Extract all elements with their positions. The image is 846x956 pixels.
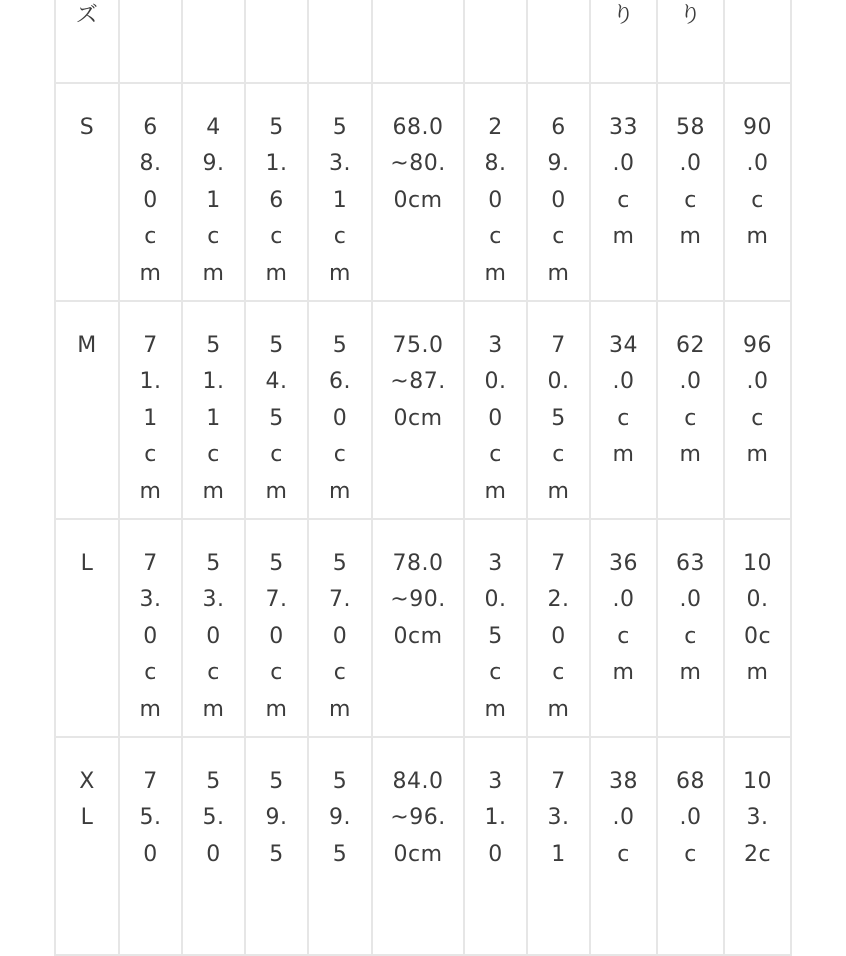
table-cell: 6 8. 0 c m: [119, 83, 182, 301]
table-cell: 10 3. 2c: [724, 737, 791, 955]
table-cell: 84.0 ~96. 0cm: [372, 737, 464, 955]
table-cell: 90 .0 c m: [724, 83, 791, 301]
size-label-cell: X L: [55, 737, 119, 955]
table-cell: 5 1. 6 c m: [245, 83, 308, 301]
table-cell: 5 7. 0 c m: [245, 519, 308, 737]
header-cell: [464, 0, 527, 83]
table-row: [55, 737, 791, 955]
table-cell: 33 .0 c m: [590, 83, 657, 301]
table-cell: 68 .0 c: [657, 737, 724, 955]
header-cell: [182, 0, 245, 83]
header-cell: [308, 0, 372, 83]
table-cell: 68.0 ~80. 0cm: [372, 83, 464, 301]
header-cell: [372, 0, 464, 83]
table-cell: 5 3. 0 c m: [182, 519, 245, 737]
table-cell: 96 .0 c m: [724, 301, 791, 519]
header-cell: ズ: [55, 0, 119, 83]
size-label-cell: S: [55, 83, 119, 301]
table-cell: 36 .0 c m: [590, 519, 657, 737]
table-cell: 5 9. 5: [245, 737, 308, 955]
table-cell: 3 1. 0: [464, 737, 527, 955]
table-cell: 5 3. 1 c m: [308, 83, 372, 301]
header-row: [55, 0, 791, 83]
table-cell: 5 4. 5 c m: [245, 301, 308, 519]
table-cell: 3 0. 0 c m: [464, 301, 527, 519]
table-cell: 38 .0 c: [590, 737, 657, 955]
table-cell: 7 3. 0 c m: [119, 519, 182, 737]
size-label-cell: M: [55, 301, 119, 519]
table-cell: 5 9. 5: [308, 737, 372, 955]
table-cell: 75.0 ~87. 0cm: [372, 301, 464, 519]
table-cell: 7 0. 5 c m: [527, 301, 590, 519]
header-cell: [527, 0, 590, 83]
table-cell: 5 7. 0 c m: [308, 519, 372, 737]
table-cell: 58 .0 c m: [657, 83, 724, 301]
header-cell: [119, 0, 182, 83]
table-cell: 3 0. 5 c m: [464, 519, 527, 737]
table-cell: 7 1. 1 c m: [119, 301, 182, 519]
size-label-cell: L: [55, 519, 119, 737]
table-cell: 4 9. 1 c m: [182, 83, 245, 301]
table-cell: 10 0. 0c m: [724, 519, 791, 737]
table-cell: 34 .0 c m: [590, 301, 657, 519]
header-cell: り: [657, 0, 724, 83]
size-chart-table: [54, 0, 792, 956]
table-cell: 5 6. 0 c m: [308, 301, 372, 519]
table-row: [55, 519, 791, 737]
table-cell: 7 5. 0: [119, 737, 182, 955]
table-cell: 5 1. 1 c m: [182, 301, 245, 519]
table-cell: 63 .0 c m: [657, 519, 724, 737]
table-cell: 5 5. 0: [182, 737, 245, 955]
header-cell: [245, 0, 308, 83]
table-cell: 6 9. 0 c m: [527, 83, 590, 301]
table-cell: 62 .0 c m: [657, 301, 724, 519]
table-row: [55, 83, 791, 301]
table-row: [55, 301, 791, 519]
table-cell: 7 2. 0 c m: [527, 519, 590, 737]
table-cell: 78.0 ~90. 0cm: [372, 519, 464, 737]
table-cell: 2 8. 0 c m: [464, 83, 527, 301]
header-cell: [724, 0, 791, 83]
header-cell: り: [590, 0, 657, 83]
table-cell: 7 3. 1: [527, 737, 590, 955]
